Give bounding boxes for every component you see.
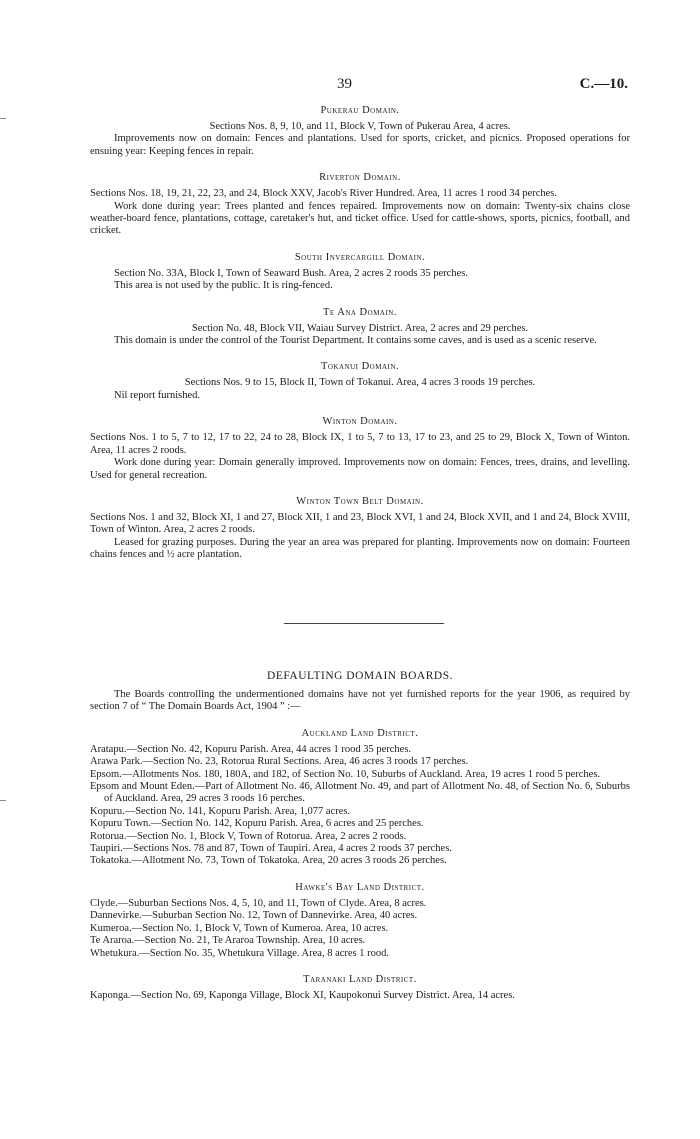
list-item: Aratapu.—Section No. 42, Kopuru Parish. Area, 44 acres 1 rood 35 perches. bbox=[90, 743, 412, 755]
list-item: Tokatoka.—Allotment No. 73, Town of Tokatoka. Area, 20 acres 3 roods 26 perches. bbox=[90, 855, 447, 867]
list-item: Kopuru Town.—Section No. 142, Kopuru Parish. Area, 6 acres and 25 perches. bbox=[90, 818, 424, 830]
section-title: DEFAULTING DOMAIN BOARDS. bbox=[267, 670, 453, 682]
district-heading: Taranaki Land District. bbox=[303, 973, 417, 985]
list-item: Epsom and Mount Eden.—Part of Allotment No. 46, Allotment No. 49, and part of Allotment No. 48, of Section No. 6, Suburbs of Auckland. Area, 29 acres 3 roods 16 perches. bbox=[90, 781, 630, 805]
domain-heading: Tokanui Domain. bbox=[320, 361, 400, 373]
list-item: Rotorua.—Section No. 1, Block V, Town of Rotorua. Area, 2 acres 2 roods. bbox=[90, 830, 407, 842]
page-header bbox=[0, 76, 700, 96]
domain-heading: Te Ana Domain. bbox=[323, 306, 397, 318]
domain-heading: Pukerau Domain. bbox=[320, 105, 400, 116]
list-item: Kopuru.—Section No. 141, Kopuru Parish. Area, 1,077 acres. bbox=[90, 805, 351, 817]
list-item: Taupiri.—Sections Nos. 78 and 87, Town of Taupiri. Area, 4 acres 2 roods 37 perches. bbox=[90, 843, 452, 855]
domain-paragraph: Sections Nos. 8, 9, 10, and 11, Block V, Town of Pukerau Area, 4 acres. bbox=[209, 121, 511, 132]
list-item: Clyde.—Suburban Sections Nos. 4, 5, 10, and 11, Town of Clyde. Area, 8 acres. bbox=[90, 897, 427, 909]
domain-paragraph: Section No. 48, Block VII, Waiau Survey District. Area, 2 acres and 29 perches. bbox=[191, 322, 529, 334]
page-number: 39 bbox=[337, 76, 352, 92]
domain-paragraph: Nil report furnished. bbox=[114, 389, 201, 401]
domain-paragraph: This domain is under the control of the Tourist Department. It contains some caves, and is used as a scenic reserve. bbox=[114, 335, 597, 347]
domain-heading: South Invercargill Domain. bbox=[294, 251, 426, 263]
domain-paragraph: Work done during year: Trees planted and fences repaired. Improvements now on domain: Twenty-six chains close weather-board fence, plantations, cottage, caretaker's hut, and ticket office. Used for cattle-shows, sports, picnics, football, and cricket. bbox=[90, 200, 630, 237]
list-item: Kaponga.—Section No. 69, Kaponga Village, Block XI, Kaupokonui Survey District. Area, 14 acres. bbox=[90, 989, 515, 1001]
domain-heading: Riverton Domain. bbox=[319, 172, 401, 184]
list-item: Te Araroa.—Section No. 21, Te Araroa Township. Area, 10 acres. bbox=[90, 935, 366, 947]
domain-paragraph: Sections Nos. 1 and 32, Block XI, 1 and 27, Block XII, 1 and 23, Block XVI, 1 and 24, Block XVII, and 1 and 24, Block XVIII, Town of Winton. Area, 2 acres 2 roods. bbox=[90, 511, 630, 536]
list-item: Kumeroa.—Section No. 1, Block V, Town of Kumeroa. Area, 10 acres. bbox=[90, 922, 389, 934]
domain-paragraph: Sections Nos. 9 to 15, Block II, Town of Tokanui. Area, 4 acres 3 roods 19 perches. bbox=[184, 377, 536, 389]
list-item: Arawa Park.—Section No. 23, Rotorua Rural Sections. Area, 46 acres 3 roods 17 perches. bbox=[90, 756, 469, 768]
domain-paragraph: Sections Nos. 18, 19, 21, 22, 23, and 24, Block XXV, Jacob's River Hundred. Area, 11 acres 1 rood 34 perches. bbox=[90, 188, 558, 200]
domain-reports bbox=[90, 104, 630, 562]
domain-paragraph: Leased for grazing purposes. During the year an area was prepared for planting. Improvements now on domain: Fourteen chains fences and ½ acre plantation. bbox=[90, 536, 630, 561]
domain-heading: Winton Domain. bbox=[322, 416, 398, 428]
margin-mark bbox=[0, 118, 6, 119]
domain-paragraph: Work done during year: Domain generally improved. Improvements now on domain: Fences, trees, drains, and levelling. Used for general recreation. bbox=[90, 457, 630, 481]
margin-mark bbox=[0, 800, 6, 801]
section-divider bbox=[284, 623, 444, 624]
district-heading: Auckland Land District. bbox=[301, 727, 419, 739]
section-intro: The Boards controlling the undermentioned domains have not yet furnished reports for the year 1906, as required by section 7 of “ The Domain Boards Act, 1904 ” :— bbox=[90, 689, 630, 713]
district-heading: Hawke's Bay Land District. bbox=[295, 881, 425, 893]
domain-paragraph: Section No. 33A, Block I, Town of Seaward Bush. Area, 2 acres 2 roods 35 perches. bbox=[114, 267, 468, 279]
domain-paragraph: Improvements now on domain: Fences and plantations. Used for sports, cricket, and picnics. Proposed operations for ensuing year: Keeping fences in repair. bbox=[90, 133, 630, 157]
domain-paragraph: This area is not used by the public. It is ring-fenced. bbox=[114, 280, 333, 292]
defaulting-boards-section bbox=[90, 669, 630, 1002]
domain-heading: Winton Town Belt Domain. bbox=[296, 495, 424, 507]
list-item: Epsom.—Allotments Nos. 180, 180A, and 182, of Section No. 10, Suburbs of Auckland. Area, 19 acres 1 rood 5 perches. bbox=[90, 768, 601, 780]
document-reference: C.—10. bbox=[579, 76, 628, 92]
domain-paragraph: Sections Nos. 1 to 5, 7 to 12, 17 to 22, 24 to 28, Block IX, 1 to 5, 7 to 13, 17 to 23, and 25 to 29, Block X, Town of Winton. Area, 11 acres 2 roods. bbox=[90, 432, 630, 456]
list-item: Whetukura.—Section No. 35, Whetukura Village. Area, 8 acres 1 rood. bbox=[90, 947, 390, 959]
list-item: Dannevirke.—Suburban Section No. 12, Town of Dannevirke. Area, 40 acres. bbox=[90, 910, 418, 922]
